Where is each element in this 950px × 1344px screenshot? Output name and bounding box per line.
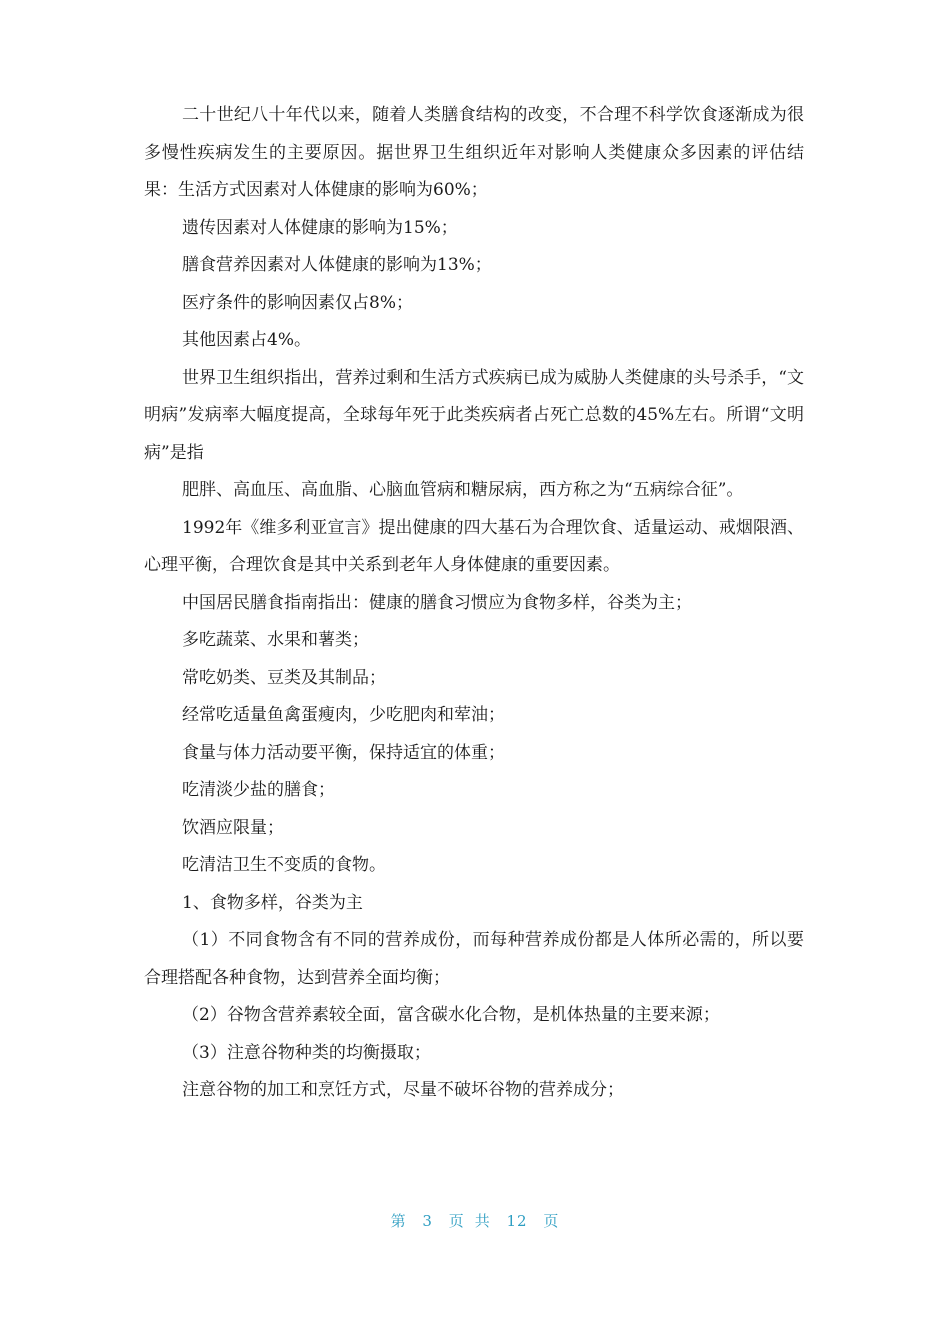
page-word: 第 <box>390 1212 407 1230</box>
paragraph-14: 吃清淡少盐的膳食； <box>182 780 335 800</box>
paragraph-4: 医疗条件的影响因素仅占8%； <box>182 292 413 313</box>
total-pages: 12 <box>506 1212 528 1230</box>
page-footer <box>0 1210 950 1231</box>
paragraph-6: 世界卫生组织指出，营养过剩和生活方式疾病已成为威胁人类健康的头号杀手，“文明病”发病率大幅度提高，全球每年死于此类疾病者占死亡总数的45%左右。所谓“文明病”是指 <box>144 367 804 463</box>
paragraph-12: 经常吃适量鱼禽蛋瘦肉，少吃肥肉和荤油； <box>182 705 505 725</box>
document-body <box>144 97 804 1110</box>
paragraph-13: 食量与体力活动要平衡，保持适宜的体重； <box>182 742 505 763</box>
paragraph-10: 多吃蔬菜、水果和薯类； <box>182 630 369 650</box>
paragraph-11: 常吃奶类、豆类及其制品； <box>182 667 386 688</box>
paragraph-15: 饮酒应限量； <box>182 817 284 838</box>
paragraph-19: （2）谷物含营养素较全面，富含碳水化合物，是机体热量的主要来源； <box>182 1005 720 1025</box>
paragraph-18: （1）不同食物含有不同的营养成份，而每种营养成份都是人体所必需的，所以要合理搭配各种食物，达到营养全面均衡； <box>144 930 804 988</box>
paragraph-20: （3）注意谷物种类的均衡摄取； <box>182 1042 431 1063</box>
total-word: 共 <box>474 1212 491 1230</box>
paragraph-16: 吃清洁卫生不变质的食物。 <box>182 855 386 875</box>
paragraph-9: 中国居民膳食指南指出：健康的膳食习惯应为食物多样，谷类为主； <box>182 592 692 613</box>
paragraph-5: 其他因素占4%。 <box>182 330 311 350</box>
page-number: 3 <box>422 1212 433 1230</box>
paragraph-7: 肥胖、高血压、高血脂、心脑血管病和糖尿病，西方称之为“五病综合征”。 <box>182 480 744 500</box>
paragraph-1: 二十世纪八十年代以来，随着人类膳食结构的改变，不合理不科学饮食逐渐成为很多慢性疾病发生的主要原因。据世界卫生组织近年对影响人类健康众多因素的评估结果：生活方式因素对人体健康的影响为60%； <box>144 105 804 200</box>
paragraph-2: 遗传因素对人体健康的影响为15%； <box>182 217 458 238</box>
total-suffix: 页 <box>543 1212 560 1230</box>
page-suffix: 页 <box>448 1212 465 1230</box>
paragraph-3: 膳食营养因素对人体健康的影响为13%； <box>182 255 492 275</box>
section-heading: 1、食物多样，谷类为主 <box>182 892 363 913</box>
paragraph-8: 1992年《维多利亚宣言》提出健康的四大基石为合理饮食、适量运动、戒烟限酒、心理平衡，合理饮食是其中关系到老年人身体健康的重要因素。 <box>144 517 804 575</box>
paragraph-21: 注意谷物的加工和烹饪方式，尽量不破坏谷物的营养成分； <box>182 1080 624 1100</box>
